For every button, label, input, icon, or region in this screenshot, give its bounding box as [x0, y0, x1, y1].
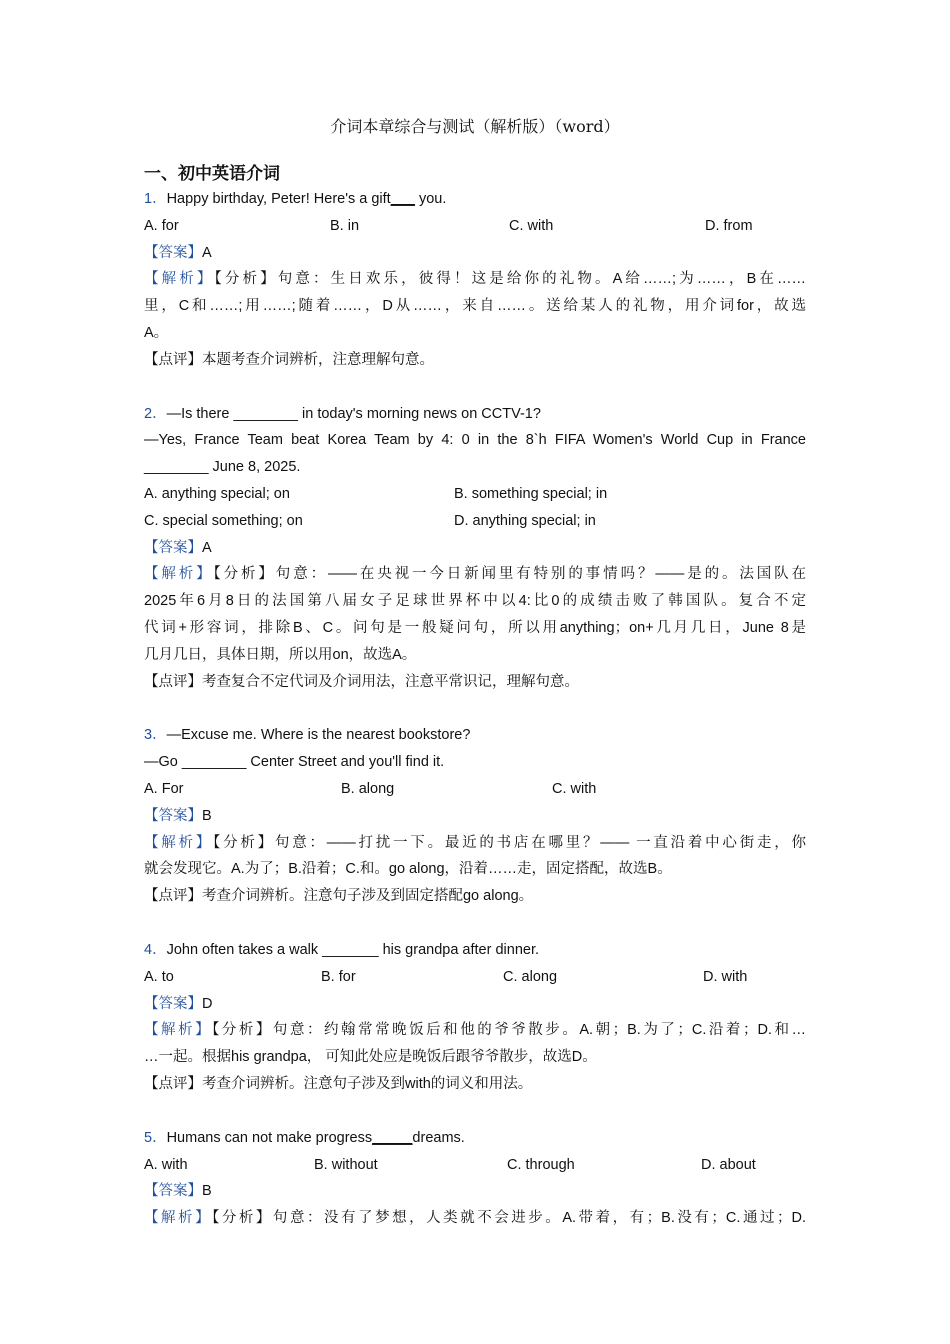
comment-line: 【点评】考查介词辨析。注意句子涉及到固定搭配go along。 [144, 888, 534, 905]
answer-line: 【答案】D [144, 995, 213, 1012]
analysis-line: 【解析】【分析】句意：——打扰一下。最近的书店在哪里？—— 一直沿着中心街走，你 [144, 834, 807, 851]
option-c: C. with [552, 780, 597, 797]
answer-value: D [202, 995, 213, 1012]
analysis-line: 【解析】【分析】句意：没有了梦想，人类就不会进步。A.带着，有；B.没有；C.通过；D. [144, 1210, 806, 1227]
analysis-line: 几月几日，具体日期，所以用on，故选A。 [144, 646, 417, 663]
answer-value: B [202, 1183, 212, 1200]
question-number: 4． [144, 941, 167, 958]
question-4 [144, 937, 806, 1125]
option-b: B. in [330, 217, 360, 234]
document-content [144, 112, 806, 1232]
answer-line: 【答案】A [144, 539, 212, 556]
option-d: D. from [705, 217, 753, 234]
analysis-line: 代词+形容词，排除B、C。问句是一般疑问句，所以用anything；on+几月几日，June 8是 [144, 619, 806, 636]
answer-value: B [202, 807, 212, 824]
analysis-line: 2025年6月8日的法国第八届女子足球世界杯中以4:比0的成绩击败了韩国队。复合不定 [144, 593, 806, 610]
comment-line: 【点评】考查复合不定代词及介词用法，注意平常识记，理解句意。 [144, 673, 579, 690]
question-number: 3． [144, 727, 167, 744]
answer-value: A [202, 244, 212, 261]
option-b: B. without [314, 1156, 378, 1173]
options-row [144, 481, 806, 508]
answer-value: A [202, 539, 212, 556]
option-c: C. special something; on [144, 512, 303, 529]
option-a: A. For [144, 780, 184, 797]
option-b: B. for [321, 968, 356, 985]
option-d: D. about [701, 1156, 756, 1173]
question-number: 1． [144, 191, 167, 207]
analysis-line: 里，C和……;用……;随着……，D从……，来自……。送给某人的礼物，用介词for，故选 [144, 298, 806, 315]
comment-line: 【点评】考查介词辨析。注意句子涉及到with的词义和用法。 [144, 1075, 533, 1092]
section-heading: 一、初中英语介词 [144, 164, 280, 184]
option-b: B. along [341, 780, 395, 797]
analysis-line: 就会发现它。A.为了；B.沿着；C.和。go along，沿着……走，固定搭配，故选B。 [144, 861, 672, 878]
options-row [144, 508, 806, 535]
analysis-line: 【解析】【分析】句意：生日欢乐，彼得！这是给你的礼物。A给……;为……，B在…… [144, 271, 806, 288]
question-stem: 5．Humans can not make progress_____dreams. [144, 1129, 465, 1146]
question-1 [144, 186, 806, 401]
options-row [144, 776, 806, 803]
question-stem: 4．John often takes a walk _______ his grandpa after dinner. [144, 941, 540, 958]
options-row [144, 213, 806, 240]
option-a: A. to [144, 968, 174, 985]
options-row [144, 1152, 806, 1179]
analysis-line: …一起。根据his grandpa， 可知此处应是晚饭后跟爷爷散步，故选D。 [144, 1049, 597, 1066]
question-stem: —Yes, France Team beat Korea Team by 4: 0 in the 8`h FIFA Women's World Cup in France [144, 432, 806, 449]
option-b: B. something special; in [454, 485, 608, 502]
question-stem: 1．Happy birthday, Peter! Here's a gift___ you. [144, 191, 447, 207]
option-c: C. through [507, 1156, 575, 1173]
question-stem: 2．—Is there ________ in today's morning news on CCTV-1? [144, 405, 541, 422]
answer-line: 【答案】B [144, 807, 212, 824]
question-stem: ________ June 8, 2025. [144, 459, 301, 476]
comment-line: 【点评】本题考查介词辨析，注意理解句意。 [144, 351, 434, 368]
analysis-line: A。 [144, 324, 169, 341]
question-number: 5． [144, 1129, 167, 1146]
answer-line: 【答案】B [144, 1183, 212, 1200]
option-c: C. with [509, 217, 554, 234]
question-stem: 3．—Excuse me. Where is the nearest bookstore? [144, 727, 471, 744]
options-row [144, 964, 806, 991]
question-number: 2． [144, 405, 167, 422]
answer-blank: _____ [372, 1129, 413, 1146]
analysis-line: 【解析】【分析】句意：约翰常常晚饭后和他的爷爷散步。A.朝；B.为了；C.沿着；D.和… [144, 1022, 806, 1039]
option-a: A. for [144, 217, 179, 234]
answer-line: 【答案】A [144, 244, 212, 261]
question-3 [144, 722, 806, 937]
question-5 [144, 1125, 806, 1232]
question-2 [144, 401, 806, 723]
option-a: A. anything special; on [144, 485, 290, 502]
answer-blank: ___ [390, 191, 415, 207]
question-stem: —Go ________ Center Street and you'll find it. [144, 754, 445, 771]
option-a: A. with [144, 1156, 188, 1173]
option-d: D. with [703, 968, 748, 985]
analysis-line: 【解析】【分析】句意：——在央视一今日新闻里有特别的事情吗？——是的。法国队在 [144, 566, 807, 583]
option-c: C. along [503, 968, 558, 985]
option-d: D. anything special; in [454, 512, 596, 529]
page-title: 介词本章综合与测试（解析版）（word） [330, 117, 620, 136]
